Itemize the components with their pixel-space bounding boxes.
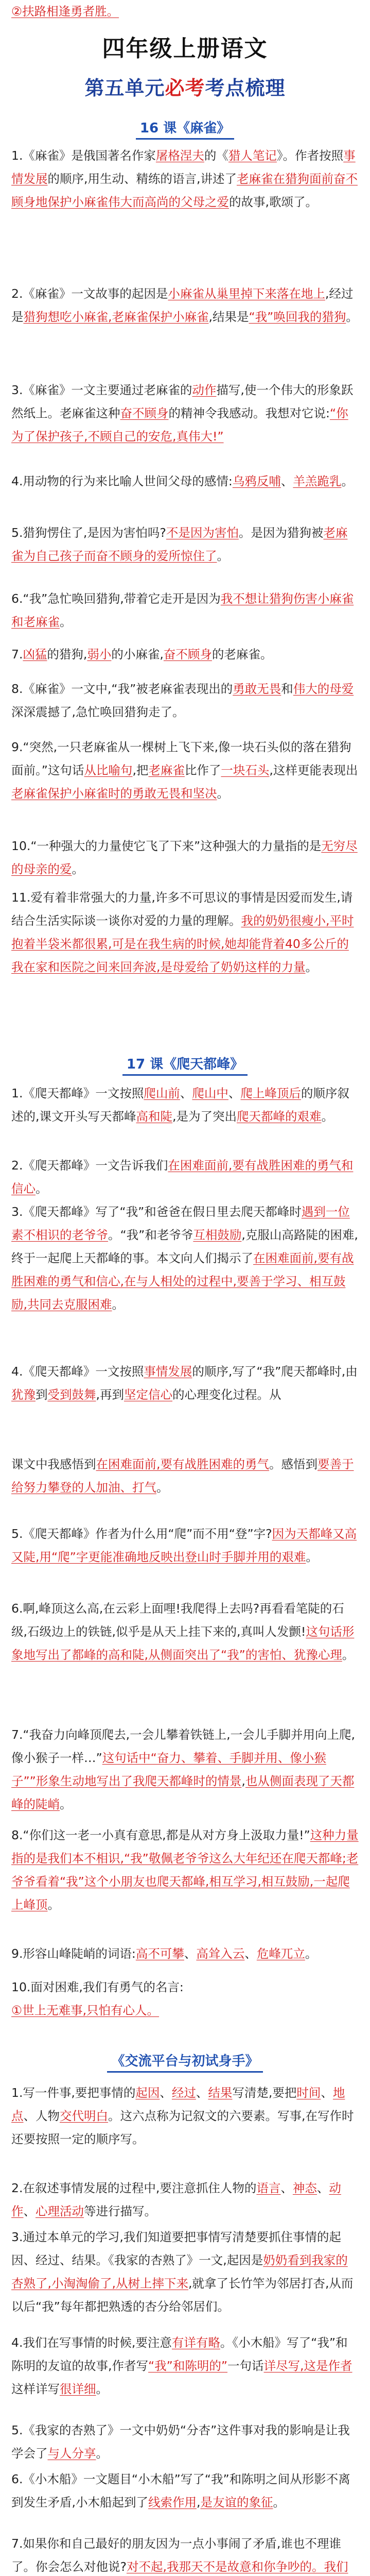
question-text: 的猎狗, [47, 647, 87, 662]
question-text: 5.猎狗愣住了,是因为害怕吗? [11, 526, 166, 540]
question-text: 4.我们在写事情的时候,要注意 [11, 2335, 172, 2350]
answer-text: 勇敢无畏 [233, 682, 281, 696]
question-text: 课文中我感悟到 [11, 1457, 96, 1471]
exchange-heading: 《交流平台与初试身手》 [0, 2050, 370, 2073]
question-text: 、 [316, 2181, 329, 2195]
answer-text: 弱小 [87, 647, 112, 662]
question-text: 4.《爬天都峰》一文按照 [11, 1364, 144, 1379]
question-item [11, 2177, 359, 2223]
answer-text: 猎狗想吃小麻雀,老麻雀保护小麻雀 [23, 310, 209, 324]
question-text: 一句话 [227, 2359, 264, 2373]
question-text: 。 [346, 310, 358, 324]
question-text: 、 [244, 1946, 257, 1961]
question-item [11, 470, 359, 493]
question-text: 3.通过本单元的学习,我们知道要把事情写清楚要抓住事情的起因、经过、结果。《我家的杏熟了》一文,起因是 [11, 2230, 341, 2267]
answer-text: 危峰兀立 [256, 1946, 305, 1961]
answer-text: 这种力量指的是我们本不相识,“我”敬佩老爷爷这么大年纪还在爬天都峰;老爷爷看着“我”这个小朋友也爬天都峰,相互学习,相互鼓励,一起爬上峰顶 [11, 1828, 359, 1912]
question-text: 、 [23, 2204, 36, 2218]
answer-text: 无穷尽的母亲的爱 [11, 839, 358, 876]
subtitle-red: 必考 [165, 77, 205, 99]
question-text: ,克服山高路陡的困难,终于一起爬上天都峰的事。本文向人们揭示了 [11, 1228, 358, 1265]
answer-text: 伟大而高尚的父母之爱 [108, 195, 229, 209]
answer-text: 语言 [256, 2181, 281, 2195]
question-item [11, 886, 359, 979]
answer-text: 时间 [296, 2086, 321, 2100]
question-item [11, 1453, 359, 1499]
question-text: 的精神令我感动。我想对它说: [168, 406, 330, 420]
question-item [11, 1976, 359, 1999]
answer-text: 爬山前 [144, 1086, 180, 1100]
answer-text: 结果 [208, 2086, 233, 2100]
question-text: 。感悟到 [269, 1457, 318, 1471]
question-text: ,就拿了长竹竿为邻居打杏 [188, 2276, 325, 2291]
question-text: 描写,使一个伟大的形象跃然纸上。老麻雀这种 [11, 383, 354, 420]
answer-text: 老麻雀在猎狗面前奋不顾身地保护小麻雀 [11, 172, 358, 209]
question-text: 。 [72, 862, 84, 876]
answer-text: ②扶路相逢勇者胜。 [11, 4, 119, 19]
question-item [11, 1942, 359, 1965]
answer-text: 乌鸦反哺 [232, 474, 281, 488]
answer-text: 与人分享 [47, 2446, 96, 2461]
question-text: 1.《麻雀》是俄国著名作家 [11, 148, 156, 163]
question-text: 10.“一种强大的力量使它飞了下来”这种强大的力量指的是 [11, 839, 322, 853]
answer-text: 爬上峰顶后 [240, 1086, 301, 1100]
question-text: 。 [96, 2446, 108, 2461]
question-text: ,是为了突出 [172, 1109, 237, 1124]
question-item [11, 677, 359, 724]
answer-text: 事情发展 [11, 148, 356, 186]
question-text: 。 [217, 2299, 230, 2314]
question-text: 。 [273, 2495, 285, 2510]
answer-text: “我”唤回我的猎狗 [249, 310, 346, 324]
answer-text: 羊羔跪乳 [293, 474, 342, 488]
answer-text: 起因 [135, 2086, 160, 2100]
answer-text: 爬天都峰的艰难 [236, 1109, 322, 1124]
answer-text: 在困难面前,要有战胜困难的勇气和信心,在与人相处的过程中,要善于学习、相互鼓励,共同去克服困难 [11, 1251, 354, 1312]
subtitle-pre: 第五单元 [84, 77, 165, 99]
answer-text: 也从侧面表现了天都峰的陡峭 [11, 1774, 355, 1811]
question-item [11, 1824, 359, 1917]
answer-text: 高不可攀 [135, 1946, 184, 1961]
question-text: 、 [180, 1086, 192, 1100]
question-text: 。 [112, 1297, 124, 1312]
question-text: 10.面对困难,我们有勇气的名言: [11, 1980, 184, 1994]
question-text: 9.“突然,一只老麻雀从一棵树上飞下来,像一块石头似的落在猎狗面前。”这句话 [11, 740, 351, 777]
answer-text: 受到鼓舞 [47, 1387, 96, 1402]
question-text: ,这样更能表现出 [269, 763, 358, 777]
question-text: 。 [305, 1946, 318, 1961]
document-title: 四年级上册语文 [102, 36, 268, 62]
answer-text: 这句话中“奋力、攀着、手脚并用、像小猴子””形象生动地写出了我爬天都峰时的情景 [11, 1751, 326, 1788]
question-text: 、 [321, 2086, 333, 2100]
question-text: 。 [156, 1480, 169, 1495]
question-text: 。是因为猎狗被 [238, 526, 324, 540]
question-text: 。 [321, 1109, 333, 1124]
question-text: 。 [305, 195, 318, 209]
question-item [11, 835, 359, 881]
question-text: 6.《小木船》一文题目“小木船”写了“我”和陈明之间从形影不离到发生矛盾,小木船起到了 [11, 2472, 350, 2510]
answer-text: 不是因为害怕 [166, 526, 239, 540]
question-item [11, 1597, 359, 1667]
question-text: 8.《麻雀》一文中,“我”被老麻雀表现出的 [11, 682, 233, 696]
question-item [11, 643, 359, 666]
question-text: 。 [60, 615, 72, 629]
question-item [11, 2081, 359, 2151]
question-text: 的《 [204, 148, 228, 163]
answer-text: 我的奶奶很瘦小,平时抱着半袋米都很累,可是在我生病的时候,她却能背着40多公斤的我在家和医院之间来回奔波,是母爱给了奶奶这样的力量 [11, 913, 354, 974]
answer-text: 因为天都峰又高又陡,用“爬”字更能准确地反映出登山时手脚并用的艰难 [11, 1527, 357, 1564]
question-text: 。“我”和老爷爷 [108, 1228, 193, 1242]
question-text: ,经过是 [11, 286, 354, 324]
question-text: ,再到 [96, 1387, 124, 1402]
answer-text: 经过 [171, 2086, 196, 2100]
question-text: 、 [280, 474, 293, 488]
question-text: 》。作者按照 [276, 148, 344, 163]
question-text: 2.《爬天都峰》一文告诉我们 [11, 1158, 168, 1173]
question-text: 。 [217, 549, 229, 563]
question-text: 。 [342, 1648, 355, 1662]
question-item [11, 2419, 359, 2465]
question-item [11, 1360, 359, 1406]
answer-text: 老麻雀为自己孩子而奋不顾身的爱所惊住了 [11, 526, 348, 563]
question-text: 这样详写 [11, 2382, 60, 2396]
question-text: 。《小木船》写了“我”和陈明的友谊的故事,作者写 [11, 2335, 348, 2373]
answer-text: 线索作用 [148, 2495, 197, 2510]
answer-text: 奋不顾身 [163, 647, 212, 662]
answer-text: 交代明白 [60, 2109, 108, 2123]
question-text: 和 [281, 682, 293, 696]
question-item [11, 379, 359, 448]
answer-text: 神态 [292, 2181, 317, 2195]
question-item [11, 2226, 359, 2318]
question-text: 的故事,歌颂了 [229, 195, 306, 209]
question-text: 的顺序叙述的,课文开头写天都峰 [11, 1086, 349, 1124]
question-text: 9.形容山峰陡峭的词语: [11, 1946, 136, 1961]
question-text: ,从而以后“我”每年都把熟透的杏分给邻居们 [11, 2276, 354, 2314]
question-text: 3.《麻雀》一文主要通过老麻雀的 [11, 383, 192, 397]
question-item [11, 1522, 359, 1569]
question-text: 2.在叙述事情发展的过程中,要注意抓住人物的 [11, 2181, 257, 2195]
answer-text: 心理活动 [36, 2204, 84, 2218]
question-text: 的小麻雀, [111, 647, 164, 662]
question-item [11, 2532, 359, 2576]
answer-text: 有详有略 [171, 2335, 220, 2350]
question-text: 。 [60, 1797, 72, 1811]
answer-text: 老麻雀保护小麻雀时的勇敢无畏和坚决 [11, 786, 217, 801]
question-text: , [196, 2495, 201, 2510]
answer-text: 动作 [11, 2181, 341, 2218]
question-text: 、 [184, 1946, 197, 1961]
question-item [11, 2468, 359, 2514]
question-text: 的顺序,用生动、精练的语言,讲述了 [47, 172, 237, 186]
question-text: 11.爱有着非常强大的力量,许多不可思议的事情是因爱而发生,请结合生活实际谈一谈你对爱的力量的理解。 [11, 890, 353, 928]
answer-text: 伟大的母爱 [293, 682, 354, 696]
question-text: 、人物 [23, 2109, 60, 2123]
question-text: 3.《爬天都峰》写了“我”和爸爸在假日里去爬天都峰时 [11, 1205, 302, 1219]
question-text: 。 [47, 1897, 60, 1912]
question-text: 、 [280, 2181, 293, 2195]
question-item [11, 0, 359, 23]
question-text: 4.用动物的行为来比喻人世间父母的感情: [11, 474, 233, 488]
question-text: 2.《麻雀》一文故事的起因是 [11, 286, 168, 301]
question-text: , [241, 1774, 245, 1788]
question-text: ,结果是 [208, 310, 249, 324]
question-item [11, 521, 359, 568]
question-item [11, 1723, 359, 1816]
answer-text: 奋不顾身 [120, 406, 169, 420]
document-subtitle [0, 72, 370, 100]
answer-text: 一块石头 [221, 763, 270, 777]
answer-text: 爬山中 [192, 1086, 228, 1100]
answer-text: 在困难面前,要有战胜困难的勇气 [96, 1457, 269, 1471]
question-text: 写清楚,要把 [232, 2086, 297, 2100]
lesson-16-heading: 16 课《麻雀》 [0, 117, 370, 140]
question-text: 7.如果你和自己最好的朋友因为一点小事闹了矛盾,谁也不理谁了。你会怎么对他说? [11, 2536, 341, 2574]
answer-text: 动作 [192, 383, 217, 397]
question-text: 等进行描写。 [84, 2204, 156, 2218]
question-text: 。 [36, 1181, 48, 1196]
question-item [11, 736, 359, 805]
answer-text: 很详细 [60, 2382, 96, 2396]
question-text: 深深震撼了,急忙唤回猎狗走了。 [11, 705, 185, 719]
answer-text: 在困难面前,要有战胜困难的勇气和信心 [11, 1158, 354, 1196]
answer-text: 这句话形象地写出了都峰的高和陡,从侧面突出了“我”的害怕、犹豫心理 [11, 1624, 355, 1662]
answer-text: 我不想让猎狗伤害小麻雀和老麻雀 [11, 591, 354, 629]
question-item [11, 1200, 359, 1316]
question-text: 的心理变化过程。从 [172, 1387, 281, 1402]
answer-text: 奶奶看到我家的杏熟了,小淘淘偷了,从树上摔下来 [11, 2253, 348, 2291]
answer-text: 事情发展 [144, 1364, 192, 1379]
question-item [11, 1999, 359, 2022]
question-item [11, 282, 359, 329]
answer-text: 是友谊的象征 [200, 2495, 273, 2510]
question-text: 1.写一件事,要把事情的 [11, 2086, 136, 2100]
answer-text: 坚定信心 [124, 1387, 172, 1402]
question-text: 6.啊,峰顶这么高,在云彩上面哩!我爬得上去吗?再看看笔陡的石级,石级边上的铁链,似乎是从天上挂下来的,真叫人发颤! [11, 1601, 344, 1639]
subtitle-post: 考点梳理 [205, 77, 286, 99]
answer-text: 详尽写,这是作者 [263, 2359, 353, 2373]
question-text: 。 [341, 474, 354, 488]
answer-text: 猎人笔记 [228, 148, 277, 163]
answer-text: 地点 [11, 2086, 345, 2123]
question-text: 1.《爬天都峰》一文按照 [11, 1086, 144, 1100]
question-item [11, 587, 359, 634]
question-text: 7. [11, 647, 23, 662]
answer-text: 屠格涅夫 [155, 148, 204, 163]
question-text: 的老麻雀。 [212, 647, 273, 662]
answer-text: 遇到一位素不相识的老爷爷 [11, 1205, 350, 1242]
answer-text: 犹豫 [11, 1387, 36, 1402]
answer-text: “你为了保护孩子,不顾自己的安危,真伟大!” [11, 406, 348, 444]
answer-text: ①世上无难事,只怕有心人。 [11, 2003, 160, 2018]
question-text: 、 [160, 2086, 172, 2100]
answer-text: 小麻雀从巢里掉下来落在地上 [168, 286, 325, 301]
question-text: 。 [305, 960, 318, 974]
question-text: ,把 [132, 763, 149, 777]
question-text: 到 [36, 1387, 48, 1402]
question-text: 8.“你们这一老一小真有意思,都是从对方身上汲取力量!” [11, 1828, 310, 1842]
question-text: 。 [96, 2382, 108, 2396]
question-text: 的顺序,写了“我”爬天都峰时,由 [192, 1364, 358, 1379]
answer-text: 互相鼓励 [193, 1228, 242, 1242]
answer-text: 老麻雀 [148, 763, 185, 777]
answer-text: 高耸入云 [196, 1946, 245, 1961]
question-item [11, 1082, 359, 1128]
question-text: 、 [228, 1086, 241, 1100]
lesson-17-heading: 17 课《爬天都峰》 [0, 1054, 370, 1076]
question-text: 比作了 [184, 763, 221, 777]
question-item [11, 144, 359, 214]
answer-text: “我”和陈明的” [148, 2359, 228, 2373]
answer-text: 对不起,我那天不是故意和你争吵的。我们 [126, 2560, 348, 2574]
answer-text: 高和陡 [136, 1109, 172, 1124]
question-text: 5.《爬天都峰》作者为什么用“爬”而不用“登”字? [11, 1527, 272, 1541]
question-item [11, 2331, 359, 2401]
question-text: 5.《我家的杏熟了》一文中奶奶“分杏”这件事对我的影响是让我学会了 [11, 2423, 350, 2461]
question-text: 6.“我”急忙唤回猎狗,带着它走开是因为 [11, 591, 221, 606]
answer-text: 从比喻句 [84, 763, 133, 777]
question-text: 7.“我奋力向峰顶爬去,一会儿攀着铁链上,一会儿手脚并用向上爬,像小猴子一样…” [11, 1727, 356, 1765]
question-text: 。这六点称为记叙文的六要素。写事,在写作时还要按照一定的顺序写。 [11, 2109, 354, 2146]
answer-text: 要善于给努力攀登的人加油、打气 [11, 1457, 354, 1495]
question-text: 。 [306, 1550, 318, 1564]
question-text: 。 [217, 786, 229, 801]
question-item [11, 1154, 359, 1200]
question-text: 、 [196, 2086, 208, 2100]
answer-text: 凶猛 [23, 647, 47, 662]
